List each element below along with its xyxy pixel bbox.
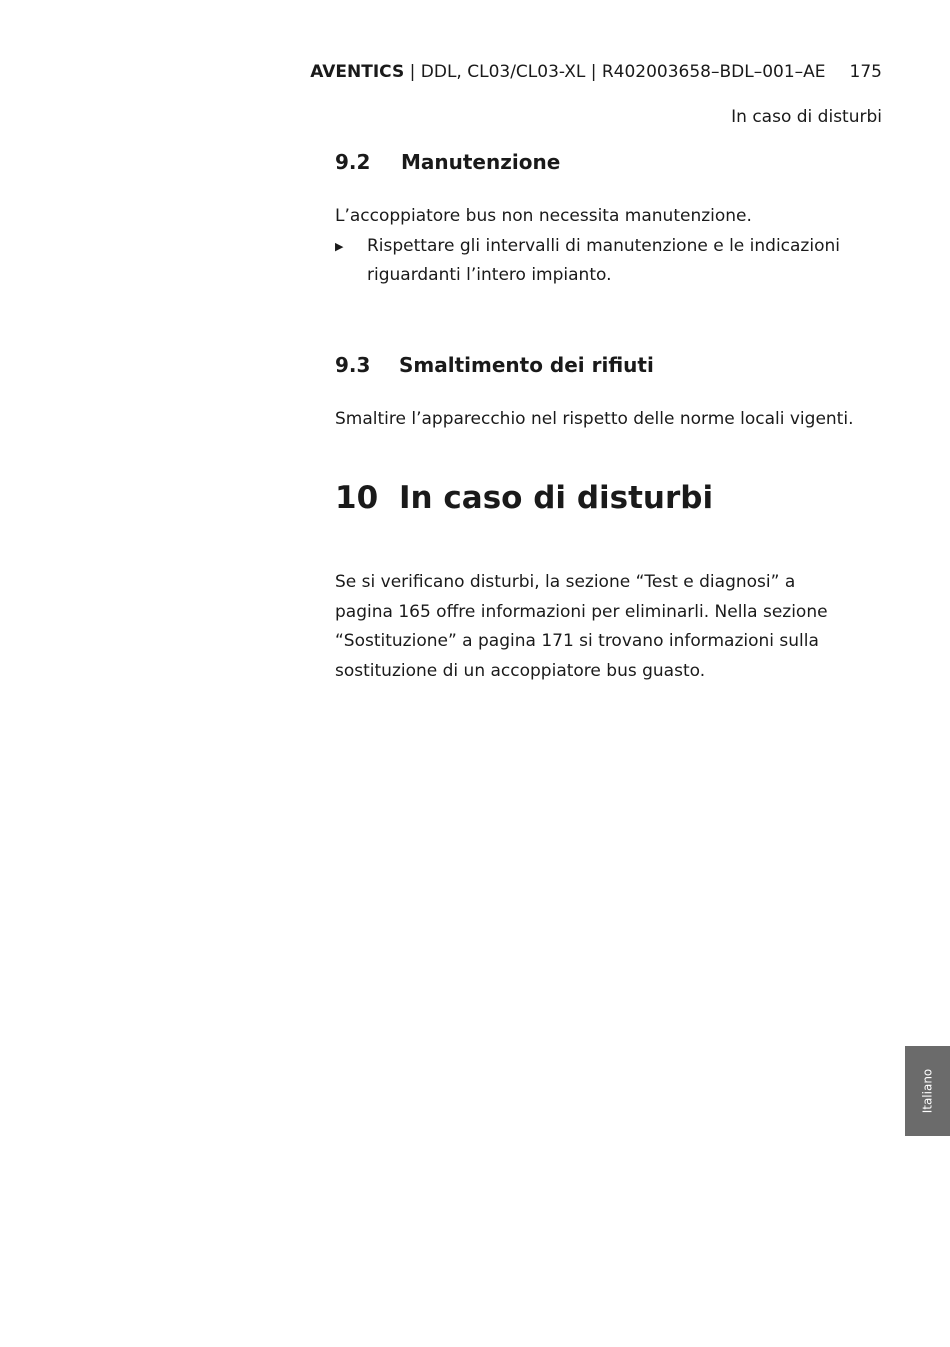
running-head: In caso di disturbi [731, 107, 882, 127]
bullet-text: Rispettare gli intervalli di manutenzione e le indicazioni riguardanti l’intero impianto. [367, 235, 840, 285]
disposal-text: Smaltire l’apparecchio nel rispetto delle norme locali vigenti. [335, 408, 854, 429]
brand-name: AVENTICS [310, 62, 405, 82]
maintenance-bullet [335, 232, 880, 291]
section-title: Smaltimento dei rifiuti [399, 352, 654, 377]
language-tab [905, 1046, 950, 1136]
bullet-arrow-icon: ▶ [335, 239, 344, 253]
chapter-title: In caso di disturbi [399, 480, 714, 516]
language-tab-label: Italiano [920, 1068, 935, 1114]
page-content [335, 150, 880, 686]
chapter-number: 10 [335, 480, 379, 516]
section-title: Manutenzione [401, 150, 561, 174]
chapter-heading-10 [335, 480, 880, 516]
section-heading-9-3 [335, 353, 880, 377]
maintenance-intro: L’accoppiatore bus non necessita manutenzione. [335, 206, 752, 226]
page-header [310, 62, 882, 82]
document-info: | DDL, CL03/CL03-XL | R402003658–BDL–001–AE [404, 62, 826, 82]
section-number: 9.2 [335, 150, 371, 174]
section-heading-9-2 [335, 150, 880, 174]
section-number: 9.3 [335, 352, 371, 377]
page-number: 175 [849, 62, 882, 82]
troubleshooting-text: Se si verificano disturbi, la sezione “Test e diagnosi” a pagina 165 offre informazioni per eliminarli. Nella sezione “Sostituzione” a pagina 171 si trovano informazioni sulla sostituzione di un accoppiatore bus guasto. [335, 572, 828, 681]
